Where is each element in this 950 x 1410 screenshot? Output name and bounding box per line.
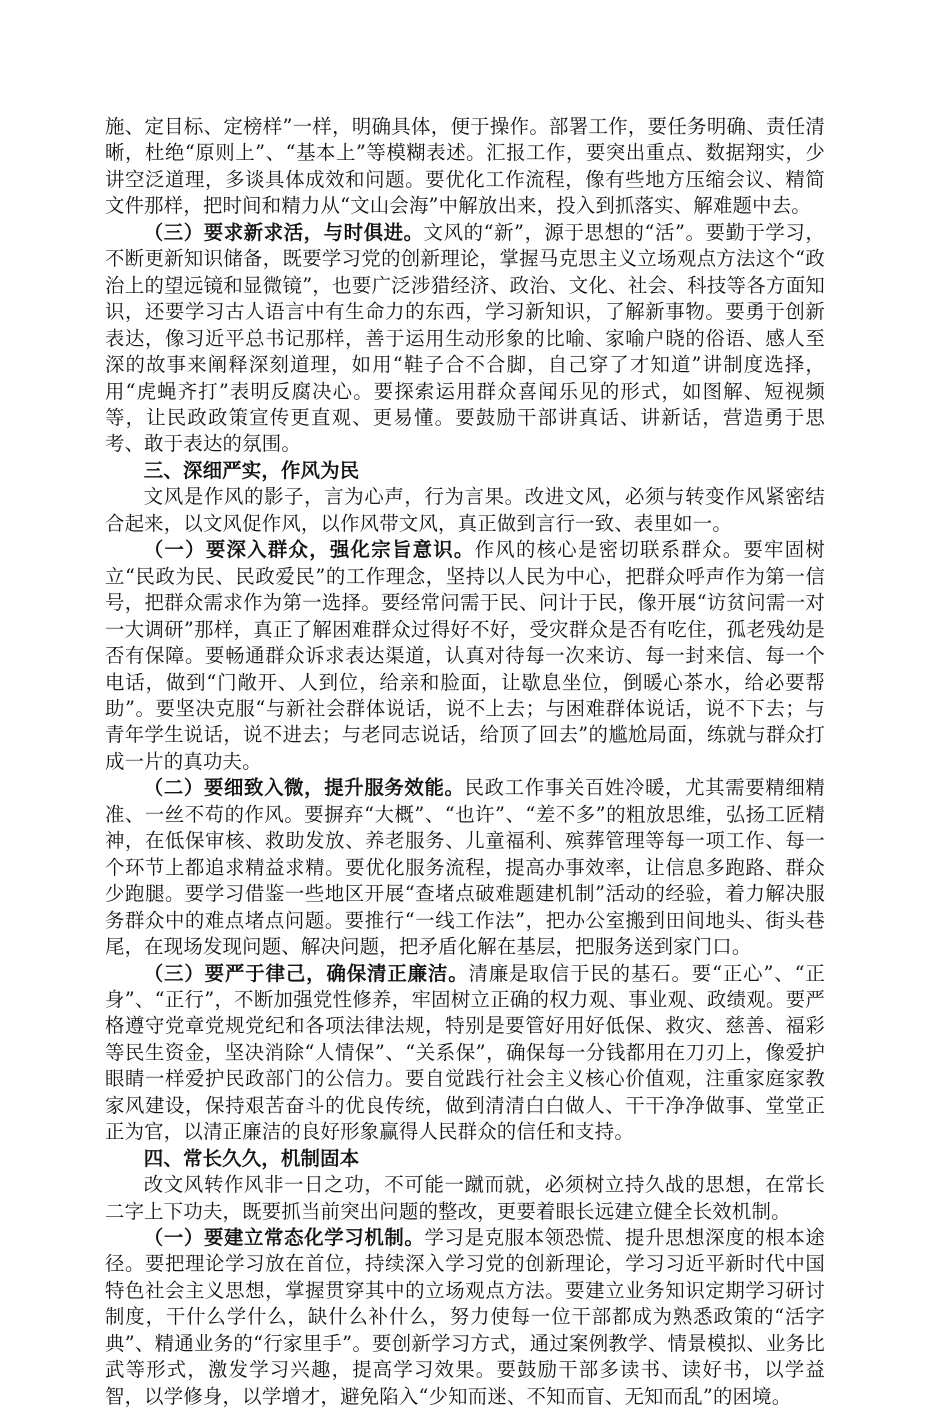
document-page [105,114,825,1410]
paragraph-intro-3 [105,484,825,537]
paragraph-text: 施、定目标、定榜样”一样，明确具体，便于操作。部署工作，要任务明确、责任清晰，杜绝“原则上”、“基本上”等模糊表述。汇报工作，要突出重点、数据翔实，少讲空泛道理，多谈具体成效和问题。要优化工作流程，像有些地方压缩会议、精简文件那样，把时间和精力从“文山会海”中解放出来，投入到抓落实、解难题中去。 [105,115,825,218]
section-heading-4: 四、常长久久，机制固本 [143,1146,360,1170]
paragraph-intro-4 [105,1172,825,1225]
paragraph-text: 改文风转作风非一日之功，不可能一蹴而就，必须树立持久战的思想，在常长二字上下功夫，既要抓当前突出问题的整改，更要着眼长远建立健全长效机制。 [105,1173,825,1223]
paragraph-text: 学习是克服本领恐慌、提升思想深度的根本途径。要把理论学习放在首位，持续深入学习党的创新理论，学习习近平新时代中国特色社会主义思想，掌握贯穿其中的立场观点方法。要建立业务知识定期学习研讨制度，干什么学什么，缺什么补什么，努力使每一位干部都成为熟悉政策的“活字典”、精通业务的“行家里手”。要创新学习方式，通过案例教学、情景模拟、业务比武等形式，激发学习兴趣，提高学习效果。要鼓励干部多读书、读好书，以学益智，以学修身，以学增才，避免陷入“少知而迷、不知而盲、无知而乱”的困境。 [105,1226,825,1408]
paragraph-continued [105,114,825,220]
paragraph-lead: （三）要严于律己，确保清正廉洁。 [143,961,469,985]
paragraph-text: 作风的核心是密切联系群众。要牢固树立“民政为民、民政爱民”的工作理念，坚持以人民为中心，把群众呼声作为第一信号，把群众需求作为第一选择。要经常问需于民、问计于民，像开展“访贫问需一对一大调研”那样，真正了解困难群众过得好不好，受灾群众是否有吃住，孤老残幼是否有保障。要畅通群众诉求表达渠道，认真对待每一次来访、每一封来信、每一个电话，做到“门敞开、人到位，给亲和脸面，让歇息坐位，倒暖心茶水，给必要帮助”。要坚决克服“与新社会群体说话，说不上去；与困难群体说话，说不下去；与青年学生说话，说不进去；与老同志说话，给顶了回去”的尴尬局面，练就与群众打成一片的真功夫。 [105,538,826,773]
paragraph-qiuxin-qiuhuo [105,220,825,458]
paragraph-lead: （一）要深入群众，强化宗旨意识。 [143,538,475,562]
paragraph-xizhi-runwei [105,775,825,960]
paragraph-lead: （二）要细致入微，提升服务效能。 [143,776,465,800]
paragraph-yanyu-luji [105,961,825,1146]
section-heading-3: 三、深细严实，作风为民 [143,458,360,482]
paragraph-text: 文风的“新”，源于思想的“活”。要勤于学习，不断更新知识储备，既要学习党的创新理论，掌握马克思主义立场观点方法这个“政治上的望远镜和显微镜”，也要广泛涉猎经济、政治、文化、社会、科技等各方面知识，还要学习古人语言中有生命力的东西，学习新知识，了解新事物。要勇于创新表达，像习近平总书记那样，善于运用生动形象的比喻、家喻户晓的俗语、感人至深的故事来阐释深刻道理，如用“鞋子合不合脚，自己穿了才知道”讲制度选择，用“虎蝇齐打”表明反腐决心。要探索运用群众喜闻乐见的形式，如图解、短视频等，让民政政策宣传更直观、更易懂。要鼓励干部讲真话、讲新话，营造勇于思考、敢于表达的氛围。 [105,220,825,456]
paragraph-lead: （一）要建立常态化学习机制。 [143,1226,425,1250]
paragraph-xuexi-jizhi [105,1225,825,1410]
paragraph-shenru-qunzhong [105,537,825,775]
paragraph-text: 民政工作事关百姓冷暖，尤其需要精细精准、一丝不苟的作风。要摒弃“大概”、“也许”、“差不多”的粗放思维，弘扬工匠精神，在低保审核、救助发放、养老服务、儿童福利、殡葬管理等每一项工作、每一个环节上都追求精益求精。要优化服务流程，提高办事效率，让信息多跑路、群众少跑腿。要学习借鉴一些地区开展“查堵点破难题建机制”活动的经验，着力解决服务群众中的难点堵点问题。要推行“一线工作法”，把办公室搬到田间地头、街头巷尾，在现场发现问题、解决问题，把矛盾化解在基层，把服务送到家门口。 [105,776,825,959]
paragraph-text: 文风是作风的影子，言为心声，行为言果。改进文风，必须与转变作风紧密结合起来，以文风促作风，以作风带文风，真正做到言行一致、表里如一。 [105,485,825,535]
paragraph-text: 清廉是取信于民的基石。要“正心”、“正身”、“正行”，不断加强党性修养，牢固树立正确的权力观、事业观、政绩观。要严格遵守党章党规党纪和各项法律法规，特别是要管好用好低保、救灾、慈善、福彩等民生资金，坚决消除“人情保”、“关系保”，确保每一分钱都用在刀刃上，像爱护眼睛一样爱护民政部门的公信力。要自觉践行社会主义核心价值观，注重家庭家教家风建设，保持艰苦奋斗的优良传统，做到清清白白做人、干干净净做事、堂堂正正为官，以清正廉洁的良好形象赢得人民群众的信任和支持。 [105,961,826,1144]
paragraph-lead: （三）要求新求活，与时俱进。 [143,220,424,244]
